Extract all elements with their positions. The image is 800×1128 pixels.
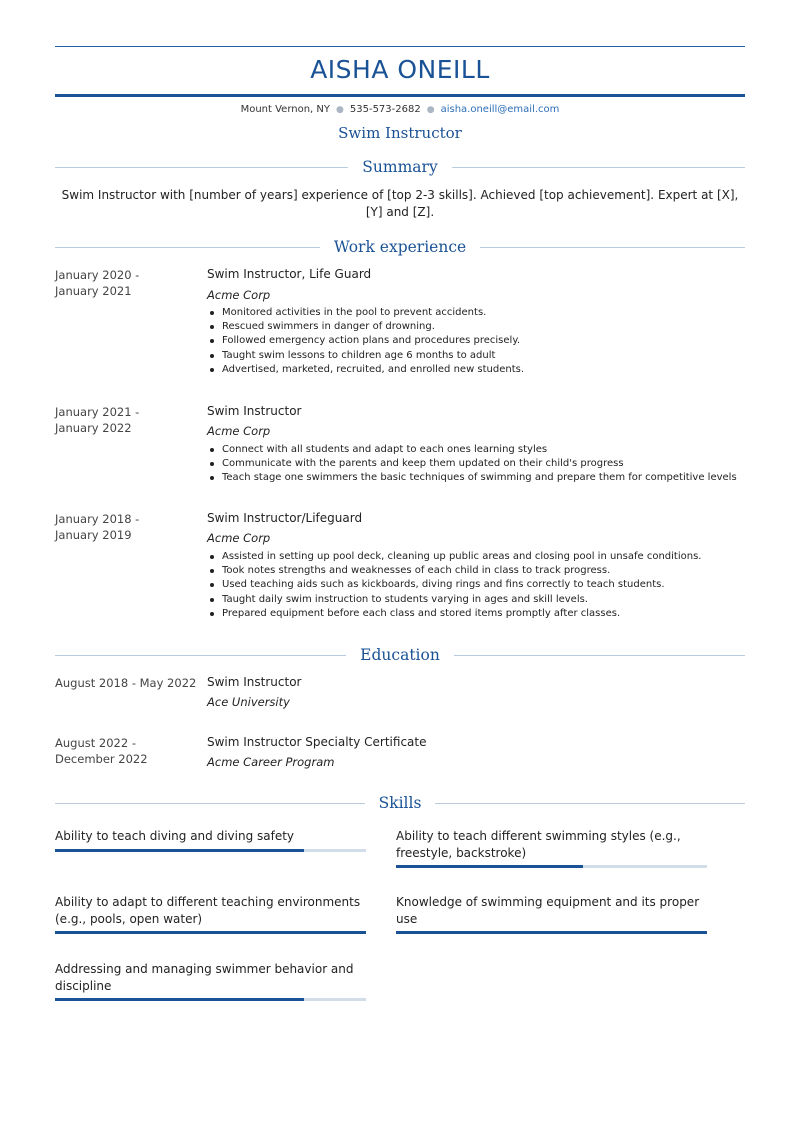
- skill-label: Ability to teach diving and diving safety: [55, 829, 295, 843]
- education-dates: [55, 675, 205, 691]
- divider: [454, 655, 745, 656]
- skill-label: Addressing and managing swimmer behavior and discipline: [55, 962, 354, 993]
- skill-level-fill: [55, 849, 304, 852]
- employer: Acme Corp: [207, 424, 271, 438]
- skill-item: [55, 894, 366, 934]
- education-heading: [55, 644, 745, 666]
- employer: Acme Corp: [207, 531, 271, 545]
- list-item: Used teaching aids such as kickboards, diving rings and fins correctly to teach students.: [207, 578, 747, 592]
- list-item: Followed emergency action plans and procedures precisely.: [207, 334, 747, 348]
- job-bullets: [207, 443, 747, 486]
- skill-item: [396, 828, 707, 868]
- list-item: Teach stage one swimmers the basic techniques of swimming and prepare them for competitive levels: [207, 471, 747, 485]
- date-end: January 2022: [55, 421, 132, 435]
- skill-level-fill: [396, 865, 583, 868]
- education-dates: [55, 735, 195, 767]
- list-item: Took notes strengths and weaknesses of each child in class to track progress.: [207, 564, 747, 578]
- divider: [55, 247, 320, 248]
- section-title: Education: [360, 646, 440, 664]
- divider: [480, 247, 745, 248]
- divider: [435, 803, 745, 804]
- date-start: January 2020 -: [55, 268, 140, 282]
- separator-dot-icon: ●: [426, 105, 435, 115]
- job-dates: [55, 511, 195, 543]
- degree: Swim Instructor Specialty Certificate: [207, 735, 427, 749]
- list-item: Advertised, marketed, recruited, and enrolled new students.: [207, 363, 747, 377]
- list-item: Assisted in setting up pool deck, cleaning up public areas and closing pool in unsafe conditions.: [207, 550, 747, 564]
- job-title: Swim Instructor/Lifeguard: [207, 511, 363, 525]
- skill-level-fill: [55, 931, 366, 934]
- job-bullets: [207, 306, 747, 377]
- school: Acme Career Program: [207, 755, 335, 769]
- summary-text: Swim Instructor with [number of years] experience of [top 2-3 skills]. Achieved [top achievement]. Expert at [X], [Y] and [Z].: [61, 188, 739, 219]
- candidate-name: AISHA ONEILL: [310, 55, 490, 84]
- list-item: Taught daily swim instruction to students varying in ages and skill levels.: [207, 593, 747, 607]
- date-start: August 2018 - May 2022: [55, 676, 197, 690]
- top-rule: [55, 46, 745, 47]
- employer: Acme Corp: [207, 288, 271, 302]
- skill-label: Ability to teach different swimming styles (e.g., freestyle, backstroke): [396, 829, 681, 860]
- divider: [55, 167, 348, 168]
- date-end: January 2019: [55, 528, 132, 542]
- phone: 535-573-2682: [349, 104, 421, 115]
- section-title: Work experience: [333, 238, 467, 256]
- separator-dot-icon: ●: [336, 105, 344, 115]
- list-item: Monitored activities in the pool to prevent accidents.: [207, 306, 747, 320]
- work-heading: [55, 236, 745, 258]
- skill-item: [55, 828, 366, 852]
- skills-heading: [55, 792, 745, 814]
- date-start: January 2021 -: [55, 405, 140, 419]
- degree: Swim Instructor: [207, 675, 302, 689]
- job-title: Swim Instructor, Life Guard: [207, 267, 372, 281]
- skill-level-fill: [396, 931, 707, 934]
- skill-bar: [396, 931, 707, 934]
- skill-item: [55, 961, 366, 1001]
- list-item: Rescued swimmers in danger of drowning.: [207, 320, 747, 334]
- divider: [55, 655, 346, 656]
- contact-line: [55, 104, 745, 115]
- list-item: Communicate with the parents and keep them updated on their child's progress: [207, 457, 747, 471]
- job-dates: [55, 267, 195, 299]
- name-underline: [55, 94, 745, 97]
- school: Ace University: [207, 695, 290, 709]
- job-bullets: [207, 550, 747, 621]
- section-title: Summary: [362, 158, 438, 176]
- list-item: Taught swim lessons to children age 6 months to adult: [207, 349, 747, 363]
- skill-level-fill: [55, 998, 304, 1001]
- skill-bar: [55, 931, 366, 934]
- date-end: December 2022: [55, 752, 148, 766]
- location: Mount Vernon, NY: [240, 104, 331, 115]
- section-title: Skills: [378, 794, 422, 812]
- skill-item: [396, 894, 707, 934]
- skill-bar: [55, 849, 366, 852]
- list-item: Prepared equipment before each class and stored items promptly after classes.: [207, 607, 747, 621]
- date-start: January 2018 -: [55, 512, 140, 526]
- divider: [55, 803, 365, 804]
- skill-label: Ability to adapt to different teaching environments (e.g., pools, open water): [55, 895, 361, 926]
- email-link[interactable]: aisha.oneill@email.com: [440, 104, 560, 115]
- job-headline: Swim Instructor: [338, 124, 462, 142]
- job-dates: [55, 404, 195, 436]
- skill-bar: [396, 865, 707, 868]
- summary-heading: [55, 156, 745, 178]
- skill-bar: [55, 998, 366, 1001]
- skill-label: Knowledge of swimming equipment and its proper use: [396, 895, 700, 926]
- date-start: August 2022 -: [55, 736, 136, 750]
- divider: [452, 167, 745, 168]
- date-end: January 2021: [55, 284, 132, 298]
- job-title: Swim Instructor: [207, 404, 302, 418]
- list-item: Connect with all students and adapt to each ones learning styles: [207, 443, 747, 457]
